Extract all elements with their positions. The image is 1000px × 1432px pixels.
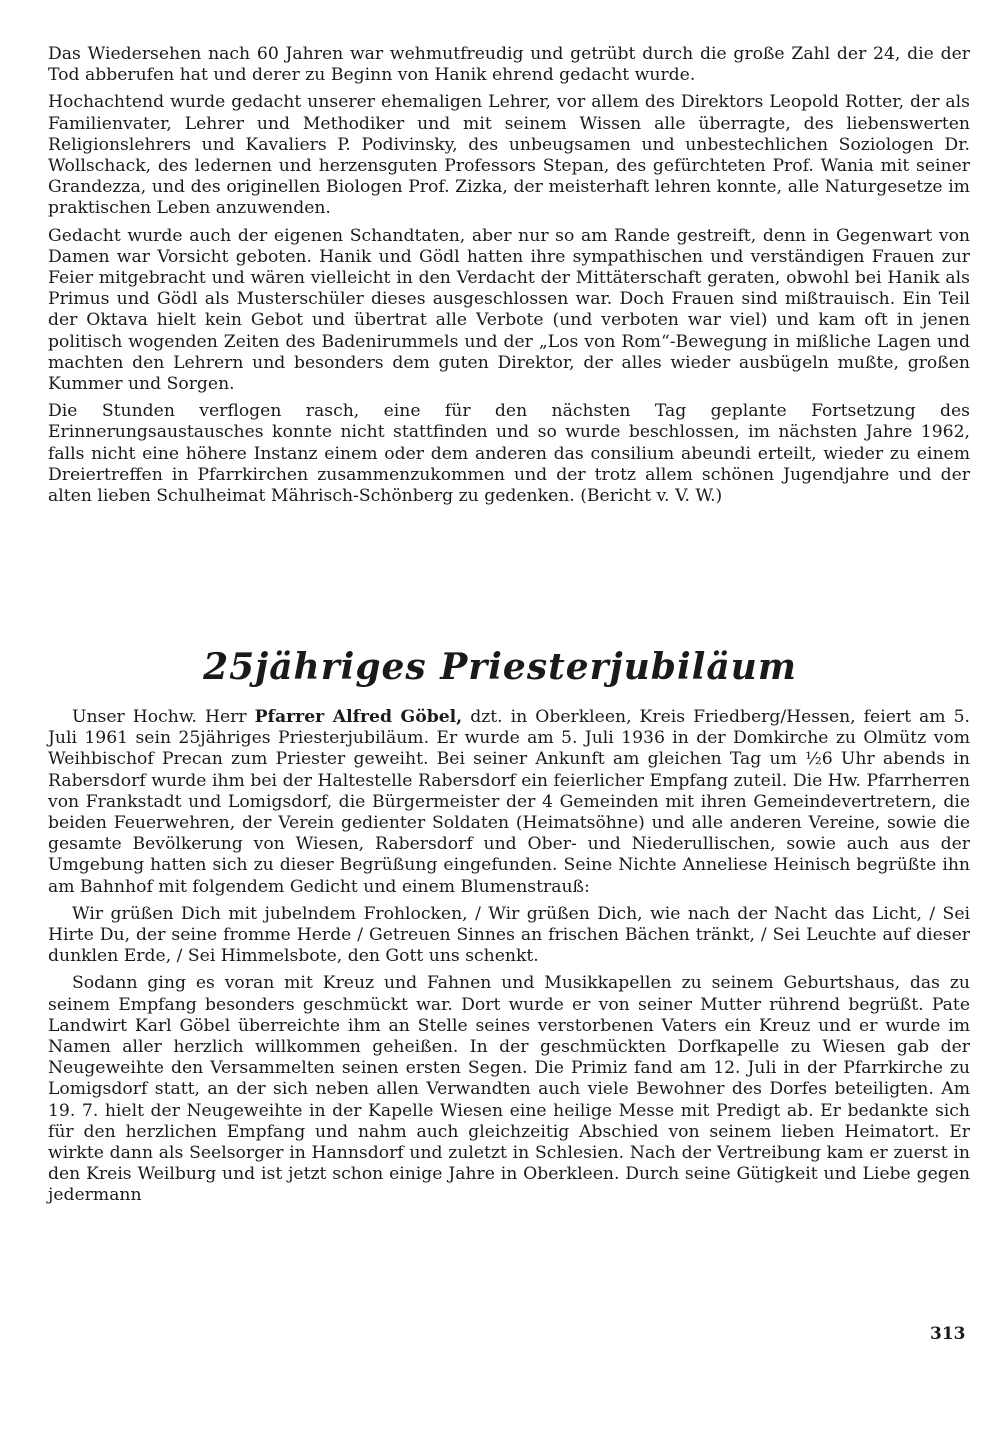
paragraph-reunion-intro: Das Wiedersehen nach 60 Jahren war wehmutfreudig und getrübt durch die große Zahl der 24, die der Tod abberufen hat und derer zu Beginn von Hanik ehrend gedacht wurde. <box>48 44 970 86</box>
intro-text-start: Unser Hochw. Herr <box>72 707 255 727</box>
paragraph-closing: Die Stunden verflogen rasch, eine für den nächsten Tag geplante Fortsetzung des Erinnerungsaustausches konnte nicht stattfinden und so wurde beschlossen, im nächsten Jahre 1962, falls nicht eine höhere Instanz einem oder dem anderen das consilium abeundi erteilt, wieder zu einem Dreiertreffen in Pfarrkirchen zusammenzukommen und der trotz allem schönen Jugendjahre und der alten lieben Schulheimat Mährisch-Schönberg zu gedenken. (Bericht v. V. W.) <box>48 401 970 507</box>
paragraph-jubilee-intro <box>48 707 970 898</box>
section-jubilee <box>48 707 970 1213</box>
section-reunion-report <box>48 44 970 513</box>
intro-text-rest: dzt. in Oberkleen, Kreis Friedberg/Hessen, feiert am 5. Juli 1961 sein 25jähriges Priesterjubiläum. Er wurde am 5. Juli 1936 in der Domkirche zu Olmütz vom Weihbischof Precan zum Priester geweiht. Bei seiner Ankunft am gleichen Tag um ½6 Uhr abends in Rabersdorf wurde ihm bei der Haltestelle Rabersdorf ein feierlicher Empfang zuteil. Die Hw. Pfarrherren von Frankstadt und Lomigsdorf, die Bürgermeister der 4 Gemeinden mit ihren Gemeindevertretern, die beiden Feuerwehren, der Verein gedienter Soldaten (Heimatsöhne) und alle anderen Vereine, sowie die gesamte Bevölkerung von Wiesen, Rabersdorf und Ober- und Niederullischen, sowie auch aus der Umgebung hatten sich zu dieser Begrüßung eingefunden. Seine Nichte Anneliese Heinisch begrüßte ihn am Bahnhof mit folgendem Gedicht und einem Blumenstrauß: <box>48 707 970 897</box>
paragraph-misdeeds: Gedacht wurde auch der eigenen Schandtaten, aber nur so am Rande gestreift, denn in Gegenwart von Damen war Vorsicht geboten. Hanik und Gödl hatten ihre sympathischen und verständigen Frauen zur Feier mitgebracht und wären vielleicht in den Verdacht der Mittäterschaft geraten, obwohl bei Hanik als Primus und Gödl als Musterschüler dieses ausgeschlossen war. Doch Frauen sind mißtrauisch. Ein Teil der Oktava hielt kein Gebot und übertrat alle Verbote (und verboten war viel) und kam oft in jenen politisch wogenden Zeiten des Badenirummels und der „Los von Rom“-Bewegung in mißliche Lagen und machten den Lehrern und besonders dem guten Direktor, der alles wieder ausbügeln mußte, großen Kummer und Sorgen. <box>48 225 970 395</box>
page-number: 313 <box>930 1324 966 1344</box>
paragraph-poem: Wir grüßen Dich mit jubelndem Frohlocken, / Wir grüßen Dich, wie nach der Nacht das Licht, / Sei Hirte Du, der seine fromme Herde / Getreuen Sinnes an frischen Bächen tränkt, / Sei Leuchte auf dieser dunklen Erde, / Sei Himmelsbote, den Gott uns schenkt. <box>48 903 970 967</box>
pastor-name: Pfarrer Alfred Göbel, <box>254 707 463 727</box>
paragraph-celebration: Sodann ging es voran mit Kreuz und Fahnen und Musikkapellen zu seinem Geburtshaus, das zu seinem Empfang besonders geschmückt war. Dort wurde er von seiner Mutter rührend begrüßt. Pate Landwirt Karl Göbel überreichte ihm an Stelle seines verstorbenen Vaters ein Kreuz und er wurde im Namen aller herzlich willkommen geheißen. In der geschmückten Dorfkapelle zu Wiesen gab der Neugeweihte den Versammelten seinen ersten Segen. Die Primiz fand am 12. Juli in der Pfarrkirche zu Lomigsdorf statt, an der sich neben allen Verwandten auch viele Bewohner des Dorfes beteiligten. Am 19. 7. hielt der Neugeweihte in der Kapelle Wiesen eine heilige Messe mit Predigt ab. Er bedankte sich für den herzlichen Empfang und nahm auch gleichzeitig Abschied von seinem lieben Heimatort. Er wirkte dann als Seelsorger in Hannsdorf und zuletzt in Schlesien. Nach der Vertreibung kam er zuerst in den Kreis Weilburg und ist jetzt schon einige Jahre in Oberkleen. Durch seine Gütigkeit und Liebe gegen jedermann <box>48 973 970 1206</box>
article-heading: 25jähriges Priesterjubiläum <box>203 646 797 688</box>
paragraph-teachers: Hochachtend wurde gedacht unserer ehemaligen Lehrer, vor allem des Direktors Leopold Rotter, der als Familienvater, Lehrer und Methodiker und mit seinem Wissen alle überragte, des liebenswerten Religionslehrers und Kavaliers P. Podivinsky, des unbeugsamen und unbestechlichen Soziologen Dr. Wollschack, des ledernen und herzensguten Professors Stepan, des gefürchteten Prof. Wania mit seiner Grandezza, und des originellen Biologen Prof. Zizka, der meisterhaft lehren konnte, alle Naturgesetze im praktischen Leben anzuwenden. <box>48 92 970 219</box>
